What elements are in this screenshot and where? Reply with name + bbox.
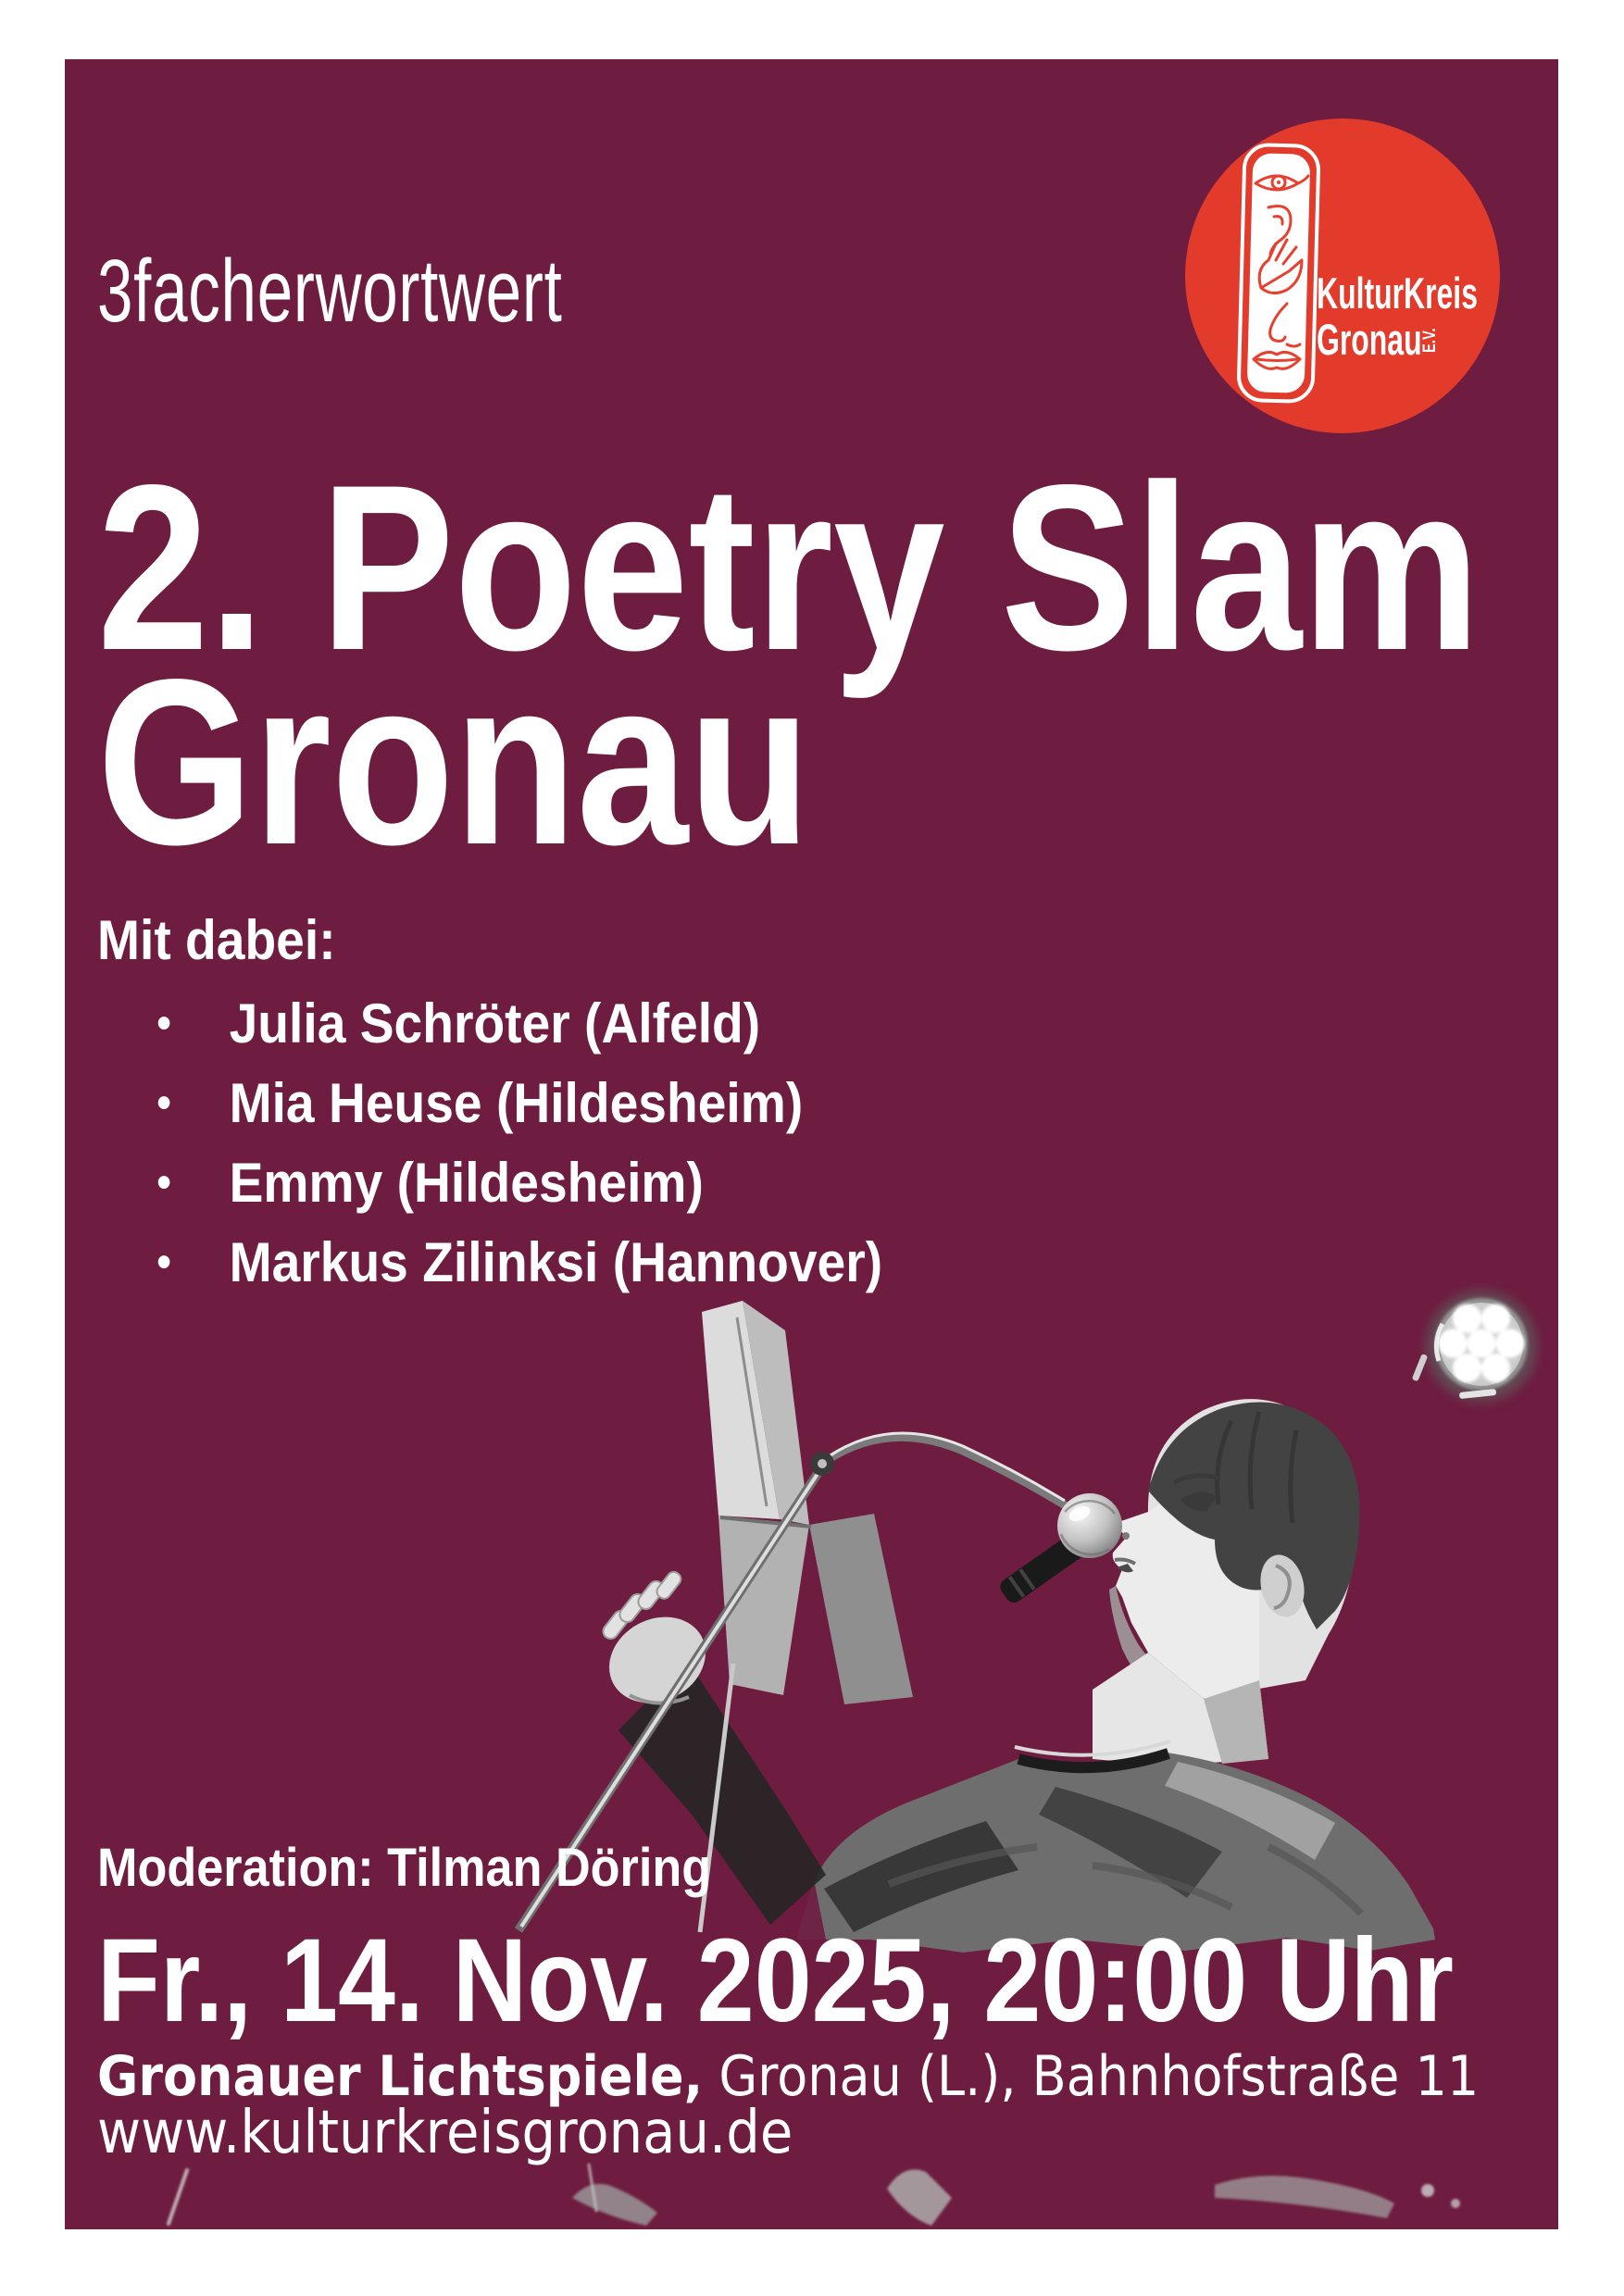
logo-org-suffix: E.V. (1419, 328, 1440, 353)
lineup-item-label: Emmy (Hildesheim) (229, 1152, 704, 1214)
lineup-item-label: Markus Zilinksi (Hannover) (229, 1231, 883, 1293)
performer-head (1093, 1399, 1359, 1766)
logo-org-name-line1: KulturKreis (1317, 268, 1478, 318)
venue-name: Gronauer Lichtspiele, (97, 2044, 704, 2109)
bullet-icon: • (156, 1079, 171, 1128)
microphone (997, 1493, 1122, 1606)
title-line-2: Gronau (97, 630, 811, 894)
bullet-icon: • (156, 1158, 171, 1207)
website-url: www.kulturkreisgronau.de (97, 2099, 793, 2167)
lineup-item-label: Mia Heuse (Hildesheim) (229, 1072, 804, 1134)
logo-org-name-line2: Gronau (1317, 315, 1422, 365)
moderation-text: Moderation: Tilman Döring (97, 1838, 712, 1898)
page-title (97, 436, 1480, 894)
papers (702, 1301, 913, 1704)
brand-wordmark: 3facherwortwert (97, 242, 563, 341)
title-line-1: 2. Poetry Slam (97, 436, 1480, 700)
bullet-icon: • (156, 1238, 171, 1287)
lineup-item (97, 1143, 882, 1223)
org-logo (1185, 119, 1500, 433)
lineup-list (97, 984, 882, 1303)
event-datetime: Fr., 14. Nov. 2025, 20:00 Uhr (97, 1915, 1454, 2047)
lineup-item (97, 1064, 882, 1143)
lineup-item-label: Julia Schröter (Alfeld) (229, 992, 761, 1054)
bullet-icon: • (156, 999, 171, 1048)
lineup-item (97, 984, 882, 1064)
stage-light-icon (1407, 1276, 1555, 1424)
lineup-item (97, 1223, 882, 1303)
venue-address: Gronau (L.), Bahnhofstraße 11 (703, 2044, 1480, 2109)
lineup-heading: Mit dabei: (97, 909, 336, 971)
